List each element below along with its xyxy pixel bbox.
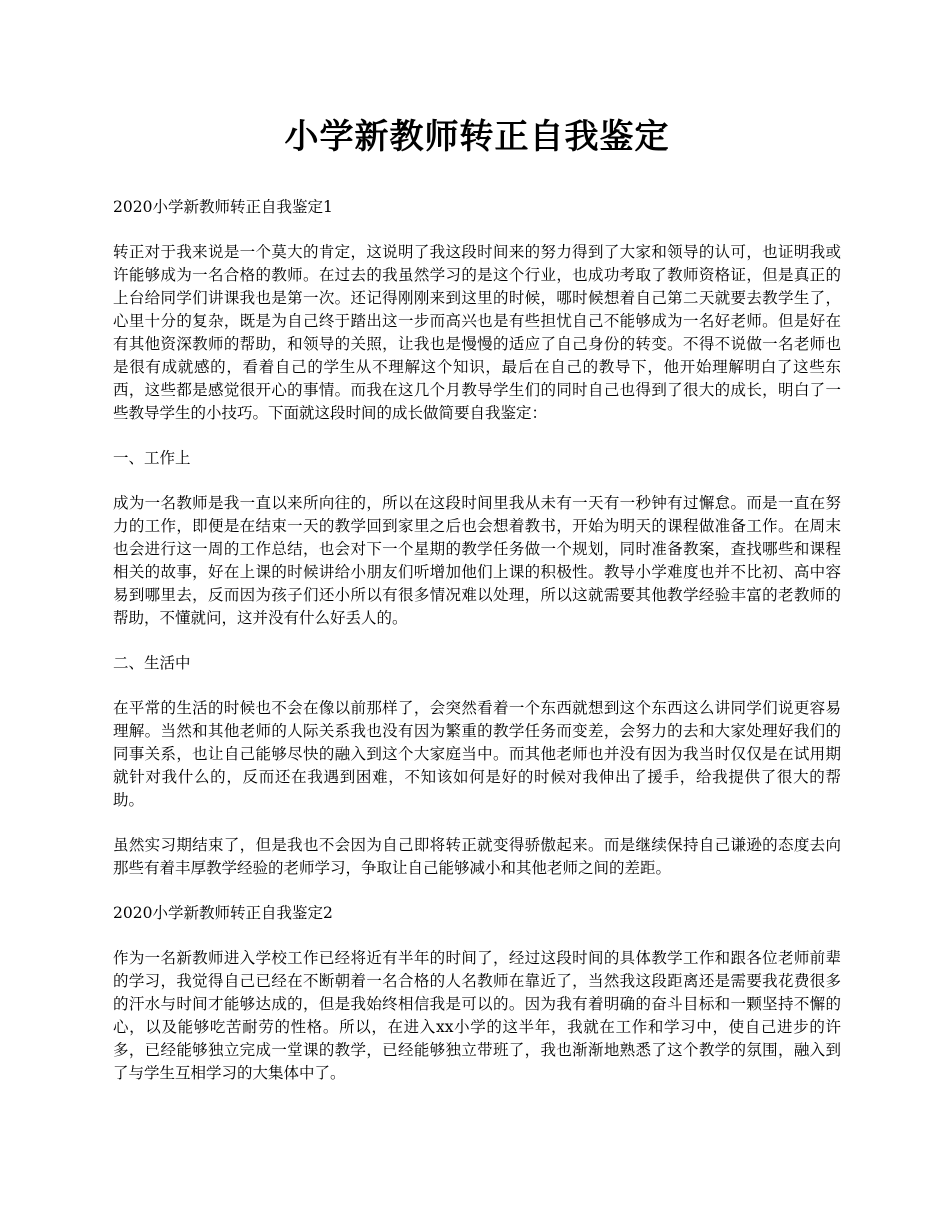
section-life-heading: 二、生活中 <box>113 654 191 672</box>
section-work-heading: 一、工作上 <box>113 449 191 467</box>
section-work-paragraph: 成为一名教师是我一直以来所向往的，所以在这段时间里我从未有一天有一秒钟有过懈怠。而是一直在努力的工作，即便是在结束一天的教学回到家里之后也会想着教书，开始为明天的课程做准备工作。在周末也会进行这一周的工作总结，也会对下一个星期的教学任务做一个规划，同时准备教案，查找哪些和课程相关的故事，好在上课的时候讲给小朋友们听增加他们上课的积极性。教导小学难度也并不比初、高中容易到哪里去，反而因为孩子们还小所以有很多情况难以处理，所以这就需要其他教学经验丰富的老教师的帮助，不懂就问，这并没有什么好丢人的。 <box>113 494 841 627</box>
document-page <box>113 110 841 1107</box>
document-title: 小学新教师转正自我鉴定 <box>284 117 670 157</box>
section-life-paragraph: 在平常的生活的时候也不会在像以前那样了，会突然看着一个东西就想到这个东西这么讲同学们说更容易理解。当然和其他老师的人际关系我也没有因为繁重的教学任务而变差，会努力的去和大家处理好我们的同事关系，也让自己能够尽快的融入到这个大家庭当中。而其他老师也并没有因为我当时仅仅是在试用期就针对我什么的，反而还在我遇到困难，不知该如何是好的时候对我伸出了援手，给我提供了很大的帮助。 <box>113 699 841 809</box>
essay-2-intro-paragraph: 作为一名新教师进入学校工作已经将近有半年的时间了，经过这段时间的具体教学工作和跟各位老师前辈的学习，我觉得自己已经在不断朝着一名合格的人名教师在靠近了，当然我这段距离还是需要我花费很多的汗水与时间才能够达成的，但是我始终相信我是可以的。因为我有着明确的奋斗目标和一颗坚持不懈的心，以及能够吃苦耐劳的性格。所以，在进入xx小学的这半年，我就在工作和学习中，使自己进步的许多，已经能够独立完成一堂课的教学，已经能够独立带班了，我也渐渐地熟悉了这个教学的氛围，融入到了与学生互相学习的大集体中了。 <box>113 949 841 1082</box>
essay-1-heading: 2020小学新教师转正自我鉴定1 <box>113 198 333 216</box>
essay-1-intro-paragraph: 转正对于我来说是一个莫大的肯定，这说明了我这段时间来的努力得到了大家和领导的认可，也证明我或许能够成为一名合格的教师。在过去的我虽然学习的是这个行业，也成功考取了教师资格证，但是真正的上台给同学们讲课我也是第一次。还记得刚刚来到这里的时候，哪时候想着自己第二天就要去教学生了，心里十分的复杂，既是为自己终于踏出这一步而高兴也是有些担忧自己不能够成为一名好老师。但是好在有其他资深教师的帮助，和领导的关照，让我也是慢慢的适应了自己身份的转变。不得不说做一名老师也是很有成就感的，看着自己的学生从不理解这个知识，最后在自己的教导下，他开始理解明白了这些东西，这些都是感觉很开心的事情。而我在这几个月教导学生们的同时自己也得到了很大的成长，明白了一些教导学生的小技巧。下面就这段时间的成长做简要自我鉴定： <box>113 243 841 422</box>
essay-1-closing-paragraph: 虽然实习期结束了，但是我也不会因为自己即将转正就变得骄傲起来。而是继续保持自己谦逊的态度去向那些有着丰厚教学经验的老师学习，争取让自己能够减小和其他老师之间的差距。 <box>113 836 841 877</box>
essay-2-heading: 2020小学新教师转正自我鉴定2 <box>113 904 333 922</box>
